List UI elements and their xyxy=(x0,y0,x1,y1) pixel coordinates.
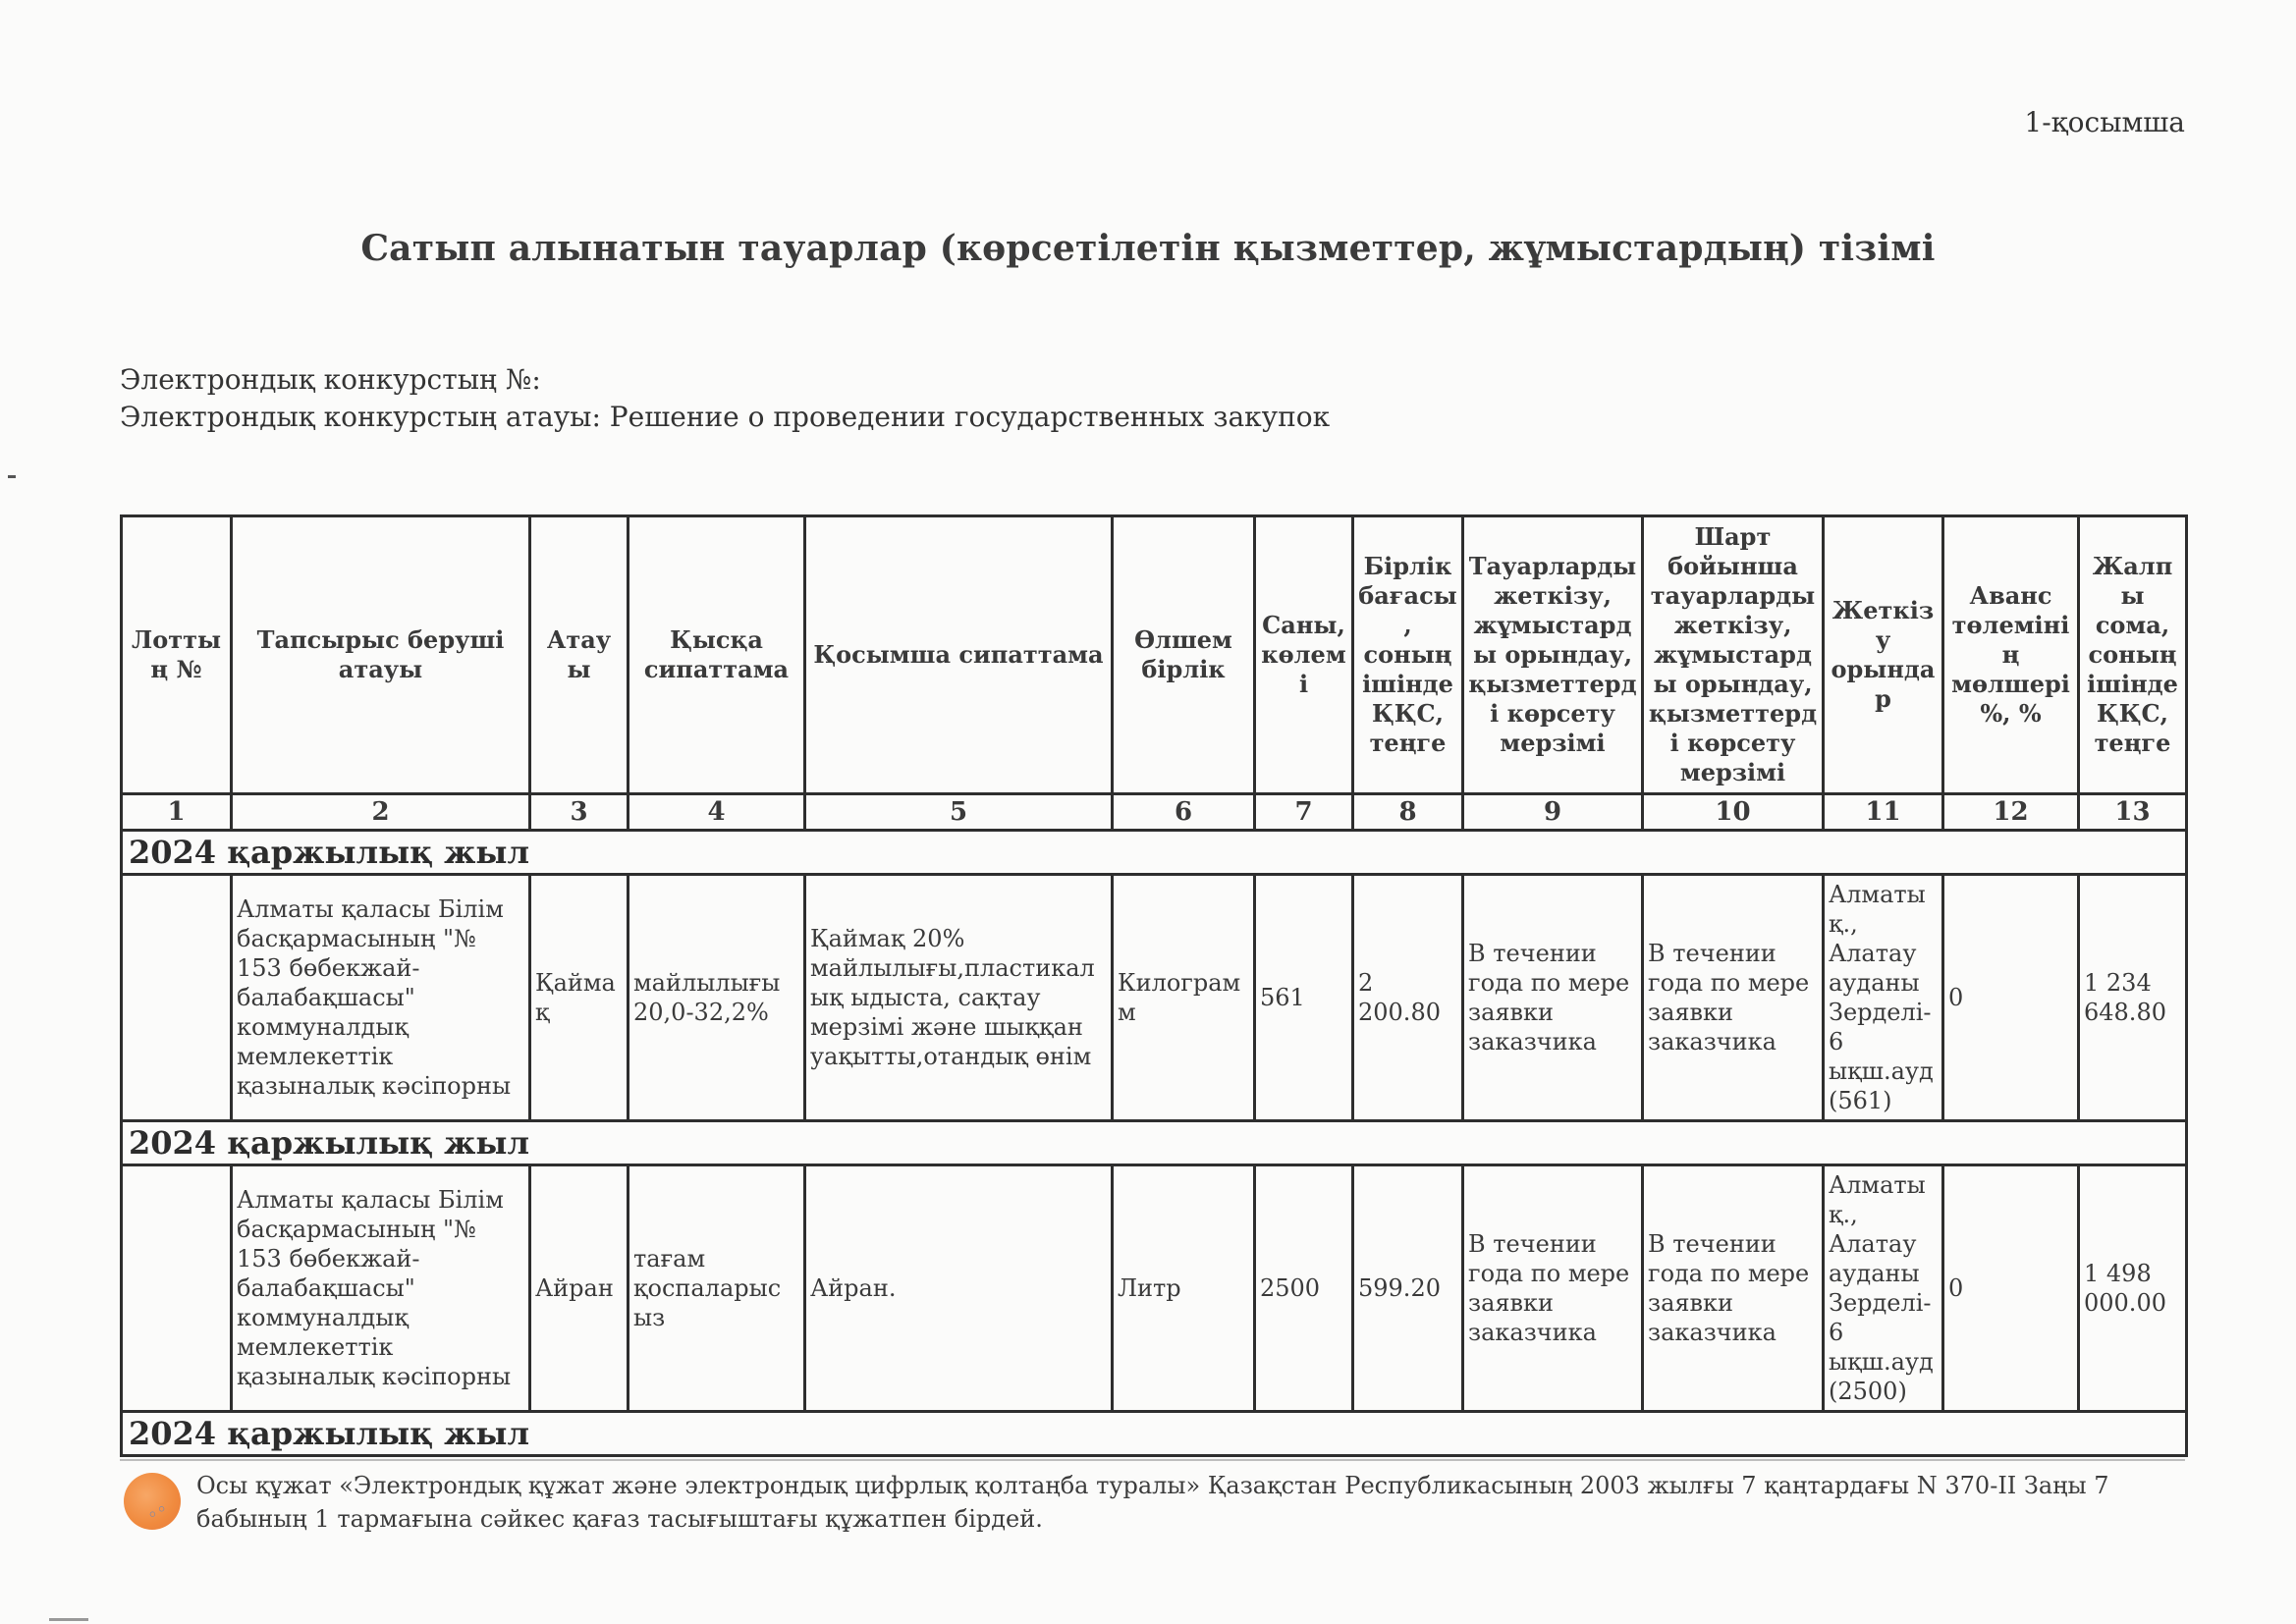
fiscal-year-row xyxy=(122,1412,2187,1456)
unit: Килограмм xyxy=(1113,875,1255,1121)
header-cell: Тауарларды жеткізу, жұмыстарды орындау, қызметтерді көрсету мерзімі xyxy=(1463,516,1643,794)
annex-label: 1-қосымша xyxy=(2024,106,2185,138)
column-number: 9 xyxy=(1463,794,1643,831)
delivery-place: Алматы қ., Алатау ауданы Зерделі-6 ықш.ауд (561) xyxy=(1824,875,1943,1121)
column-number: 10 xyxy=(1643,794,1824,831)
fiscal-year-row xyxy=(122,1121,2187,1165)
table-row xyxy=(122,1165,2187,1412)
header-cell: Саны, көлемі xyxy=(1255,516,1353,794)
goods-table xyxy=(120,514,2188,1457)
advance-percent: 0 xyxy=(1943,875,2079,1121)
delivery-place: Алматы қ., Алатау ауданы Зерделі-6 ықш.ауд (2500) xyxy=(1824,1165,1943,1412)
header-cell: Қысқа сипаттама xyxy=(629,516,805,794)
customer-name: Алматы қаласы Білім басқармасының "№ 153 бөбекжай-балабақшасы" коммуналдық мемлекеттік қазыналық кәсіпорны xyxy=(232,875,530,1121)
footer-divider xyxy=(120,1459,2185,1461)
quantity: 561 xyxy=(1255,875,1353,1121)
column-number: 8 xyxy=(1353,794,1463,831)
short-description: тағам қоспаларысыз xyxy=(629,1165,805,1412)
footer-notice: Осы құжат «Электрондық құжат және электрондық цифрлық қолтаңба туралы» Қазақстан Республикасының 2003 жылғы 7 қаңтардағы N 370-II Заңы 7 бабының 1 тармағына сәйкес қағаз тасығыштағы құжатпен бірдей. xyxy=(196,1472,2109,1533)
item-name: Қаймақ xyxy=(530,875,629,1121)
total-amount: 1 498 000.00 xyxy=(2079,1165,2187,1412)
header-cell: Лоттың № xyxy=(122,516,232,794)
column-number: 7 xyxy=(1255,794,1353,831)
unit: Литр xyxy=(1113,1165,1255,1412)
lot-number xyxy=(122,875,232,1121)
column-number: 4 xyxy=(629,794,805,831)
header-cell: Атауы xyxy=(530,516,629,794)
additional-description: Айран. xyxy=(805,1165,1113,1412)
scan-speck xyxy=(8,475,16,478)
fiscal-year-label: 2024 қаржылық жыл xyxy=(122,831,2187,875)
contract-term: В течении года по мере заявки заказчика xyxy=(1643,1165,1824,1412)
fiscal-year-label: 2024 қаржылық жыл xyxy=(122,1412,2187,1456)
contest-name: Электрондық конкурстың атауы: Решение о проведении государственных закупок xyxy=(120,401,1331,433)
header-cell: Шарт бойынша тауарларды жеткізу, жұмыстарды орындау, қызметтерді көрсету мерзімі xyxy=(1643,516,1824,794)
delivery-term: В течении года по мере заявки заказчика xyxy=(1463,1165,1643,1412)
header-cell: Жалпы сома, соның ішінде ҚҚС, теңге xyxy=(2079,516,2187,794)
item-name: Айран xyxy=(530,1165,629,1412)
contest-number: Электрондық конкурстың №: xyxy=(120,363,541,396)
table-row xyxy=(122,875,2187,1121)
contract-term: В течении года по мере заявки заказчика xyxy=(1643,875,1824,1121)
column-number: 2 xyxy=(232,794,530,831)
header-cell: Жеткізу орындар xyxy=(1824,516,1943,794)
unit-price: 599.20 xyxy=(1353,1165,1463,1412)
unit-price: 2 200.80 xyxy=(1353,875,1463,1121)
column-number-row xyxy=(122,794,2187,831)
page-title: Сатып алынатын тауарлар (көрсетілетін қызметтер, жұмыстардың) тізімі xyxy=(360,228,1936,269)
column-number: 11 xyxy=(1824,794,1943,831)
header-cell: Аванс төлемінің мөлшері %, % xyxy=(1943,516,2079,794)
column-number: 3 xyxy=(530,794,629,831)
seal-mark-icon: ◦◦ xyxy=(143,1498,173,1527)
header-cell: Бірлік бағасы, соның ішінде ҚҚС, теңге xyxy=(1353,516,1463,794)
advance-percent: 0 xyxy=(1943,1165,2079,1412)
column-number: 6 xyxy=(1113,794,1255,831)
delivery-term: В течении года по мере заявки заказчика xyxy=(1463,875,1643,1121)
header-cell: Өлшем бірлік xyxy=(1113,516,1255,794)
header-cell: Қосымша сипаттама xyxy=(805,516,1113,794)
column-number: 1 xyxy=(122,794,232,831)
header-cell: Тапсырыс беруші атауы xyxy=(232,516,530,794)
fiscal-year-label: 2024 қаржылық жыл xyxy=(122,1121,2187,1165)
table-header-row xyxy=(122,516,2187,794)
scan-edge xyxy=(49,1618,88,1621)
customer-name: Алматы қаласы Білім басқармасының "№ 153 бөбекжай-балабақшасы" коммуналдық мемлекеттік қазыналық кәсіпорны xyxy=(232,1165,530,1412)
lot-number xyxy=(122,1165,232,1412)
additional-description: Қаймақ 20% майлылығы,пластикалық ыдыста, сақтау мерзімі және шыққан уақытты,отандық өнім xyxy=(805,875,1113,1121)
column-number: 12 xyxy=(1943,794,2079,831)
short-description: майлылығы 20,0-32,2% xyxy=(629,875,805,1121)
total-amount: 1 234 648.80 xyxy=(2079,875,2187,1121)
fiscal-year-row xyxy=(122,831,2187,875)
column-number: 13 xyxy=(2079,794,2187,831)
quantity: 2500 xyxy=(1255,1165,1353,1412)
column-number: 5 xyxy=(805,794,1113,831)
